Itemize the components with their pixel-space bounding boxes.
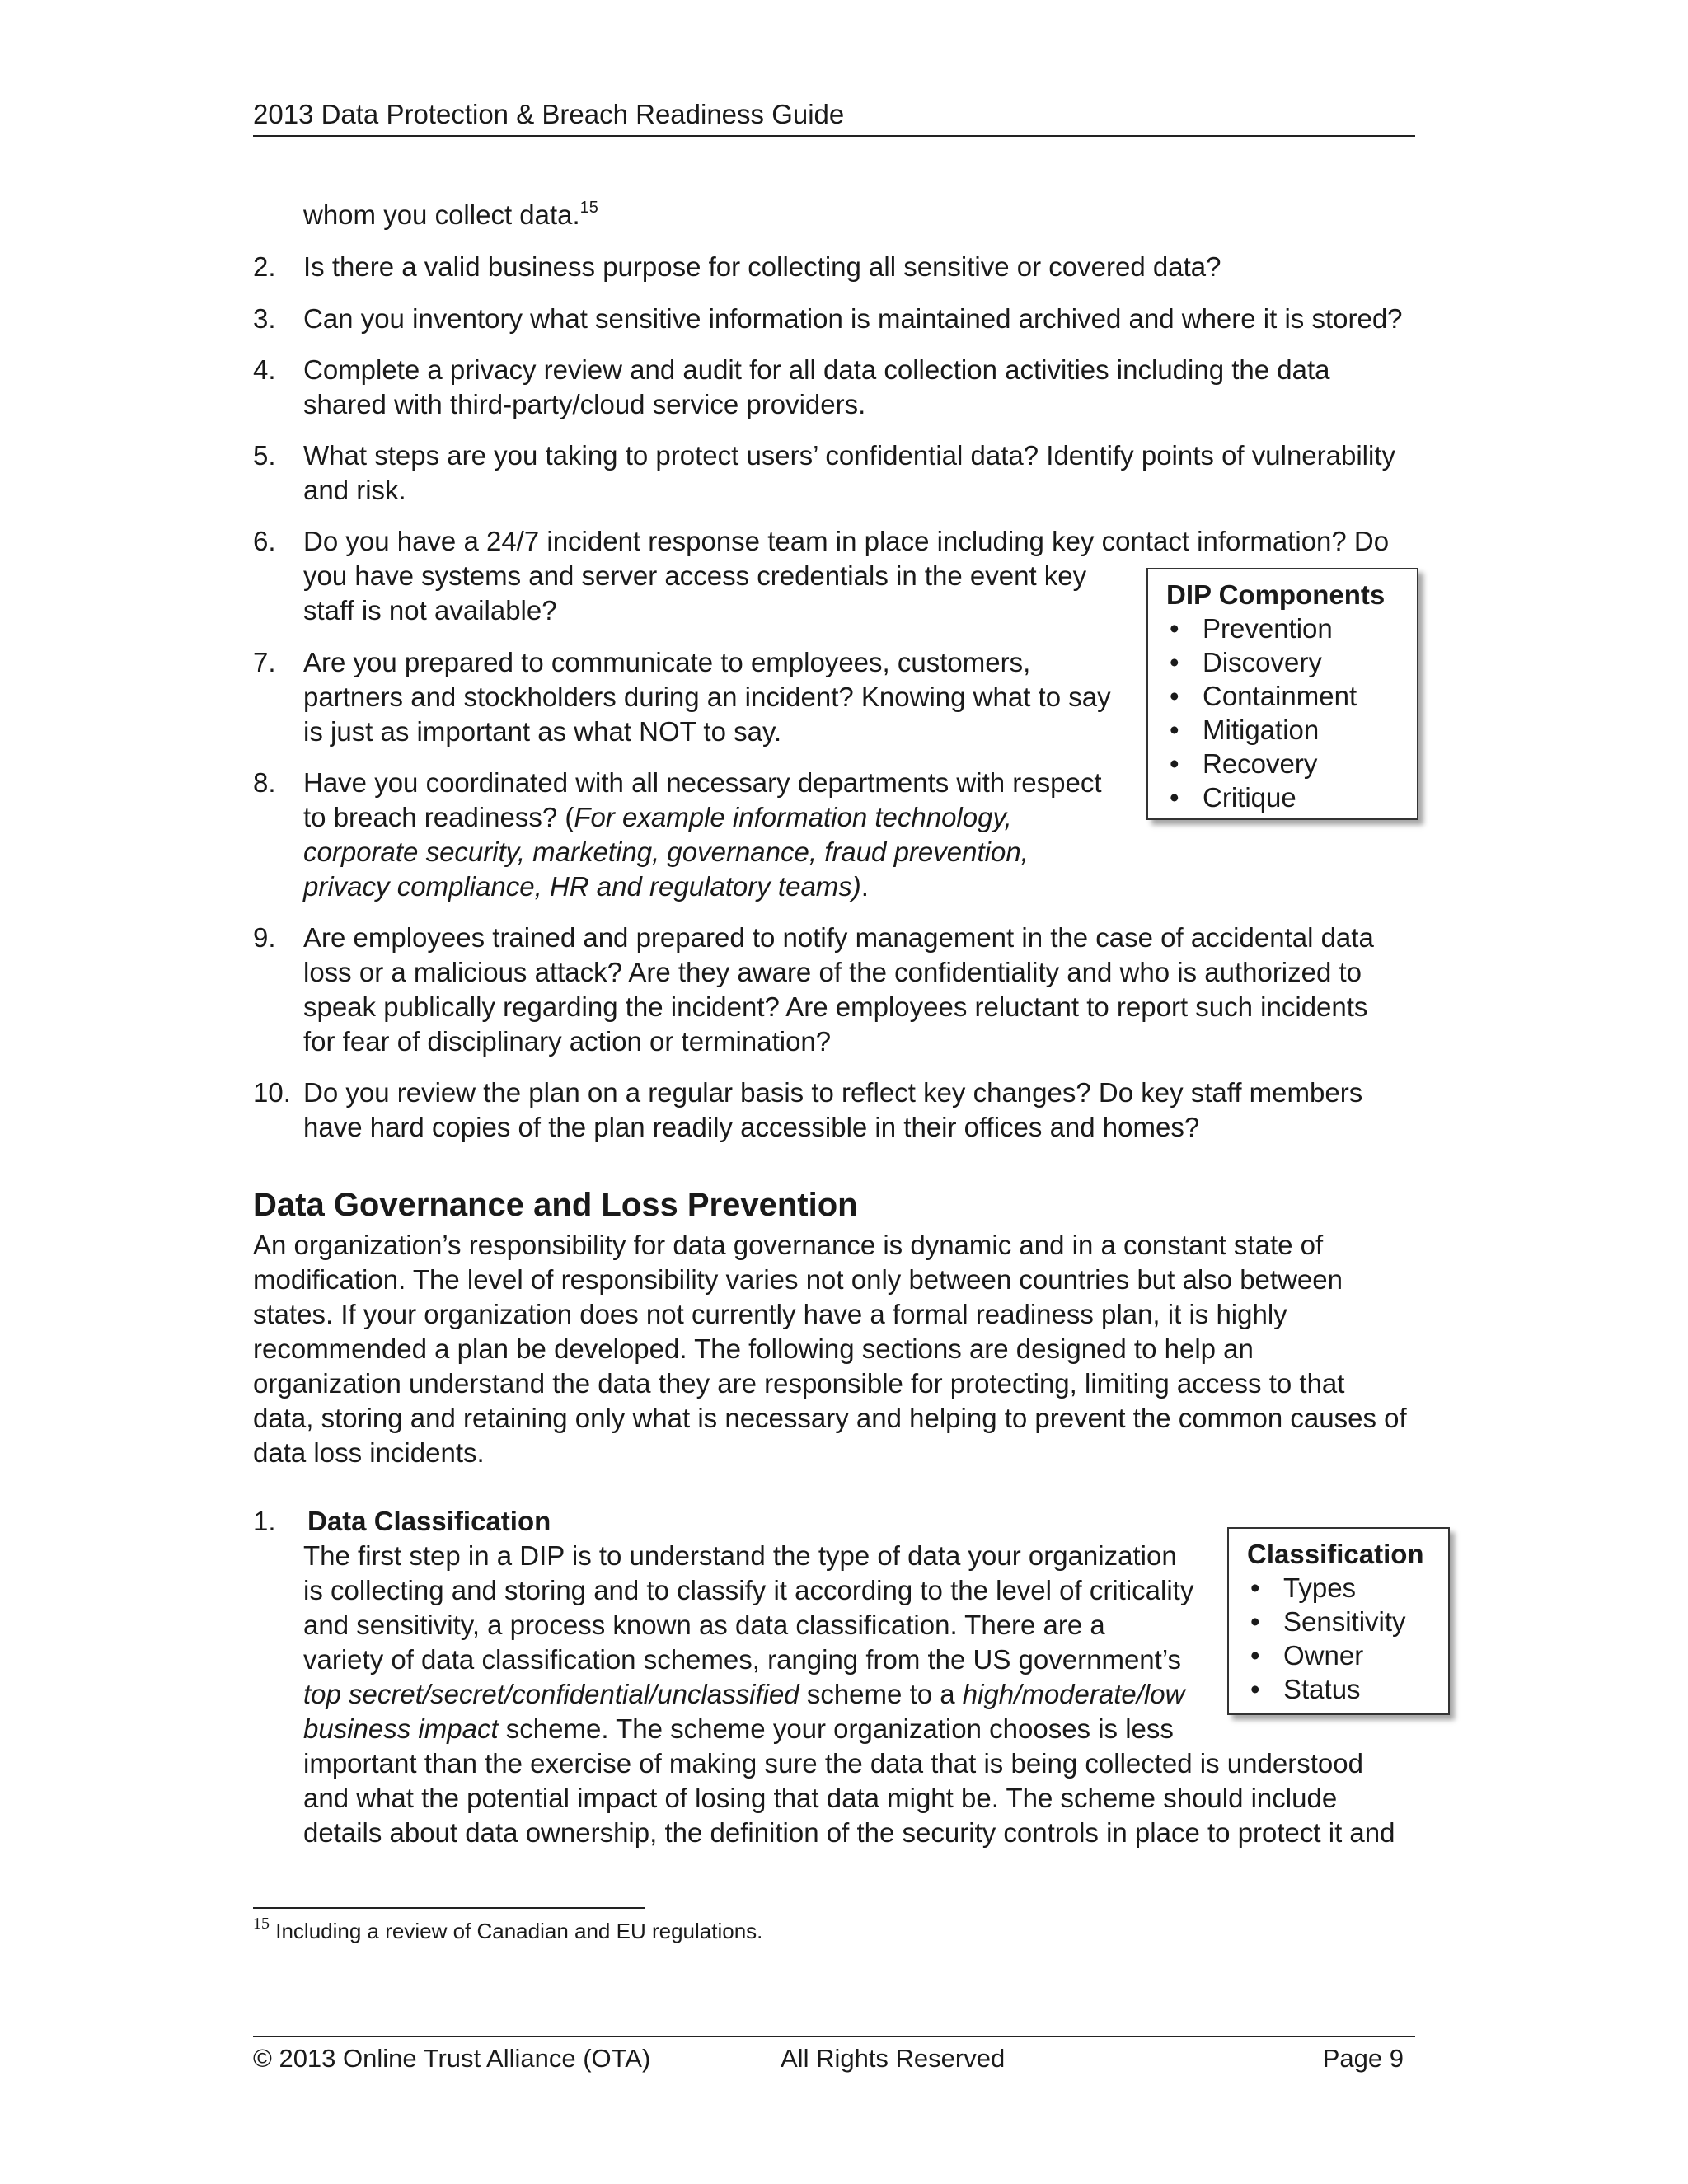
list-item: • Prevention bbox=[1166, 612, 1417, 645]
list-item: • Containment bbox=[1166, 679, 1417, 713]
paragraph-line: recommended a plan be developed. The following sections are designed to help an bbox=[253, 1333, 1254, 1364]
body-line: is collecting and storing and to classify it according to the level of criticality bbox=[303, 1575, 1194, 1605]
item-text: privacy compliance, HR and regulatory teams). bbox=[303, 871, 869, 902]
footer-rights: All Rights Reserved bbox=[781, 2044, 1006, 2073]
item-text: for fear of disciplinary action or termination? bbox=[303, 1026, 832, 1057]
footnote-number: 15 bbox=[253, 1915, 270, 1933]
body-line: important than the exercise of making sure the data that is being collected is understood bbox=[303, 1748, 1363, 1779]
running-header: 2013 Data Protection & Breach Readiness Guide bbox=[253, 97, 1415, 137]
item-text: you have systems and server access credentials in the event key bbox=[303, 560, 1087, 591]
item-number: 8. bbox=[253, 767, 276, 798]
item-number: 7. bbox=[253, 647, 276, 677]
footer-copyright: © 2013 Online Trust Alliance (OTA) bbox=[253, 2044, 651, 2073]
footnote-separator bbox=[253, 1907, 645, 1909]
body-line: variety of data classification schemes, ranging from the US government’s bbox=[303, 1644, 1182, 1675]
item-text: staff is not available? bbox=[303, 595, 557, 626]
item-number: 9. bbox=[253, 922, 276, 953]
item-text: Can you inventory what sensitive information is maintained archived and where it is stored? bbox=[303, 303, 1403, 334]
item-text: Do you have a 24/7 incident response team in place including key contact information? Do bbox=[303, 526, 1390, 556]
body-line: The first step in a DIP is to understand the type of data your organization bbox=[303, 1540, 1177, 1571]
list-item: • Status bbox=[1247, 1672, 1448, 1706]
paragraph-line: data, storing and retaining only what is necessary and helping to prevent the common causes of bbox=[253, 1403, 1407, 1433]
item-text: shared with third-party/cloud service providers. bbox=[303, 389, 866, 419]
item-text: to breach readiness? (For example information technology, bbox=[303, 802, 1012, 832]
classification-box-title: Classification bbox=[1247, 1539, 1424, 1569]
item-text: partners and stockholders during an incident? Knowing what to say bbox=[303, 682, 1111, 712]
list-item: • Recovery bbox=[1166, 747, 1417, 780]
item-number: 3. bbox=[253, 303, 276, 334]
list-item: • Mitigation bbox=[1166, 713, 1417, 747]
dip-components-title: DIP Components bbox=[1166, 579, 1386, 610]
paragraph-line: data loss incidents. bbox=[253, 1437, 485, 1468]
classification-box bbox=[1227, 1527, 1450, 1715]
body-line: business impact scheme. The scheme your organization chooses is less bbox=[303, 1713, 1174, 1744]
body-line: and what the potential impact of losing that data might be. The scheme should include bbox=[303, 1783, 1338, 1813]
item-number: 4. bbox=[253, 354, 276, 385]
footnote-ref: 15 bbox=[579, 199, 598, 217]
item-text: speak publically regarding the incident? Are employees reluctant to report such incidents bbox=[303, 991, 1368, 1022]
item-text: Complete a privacy review and audit for all data collection activities including the data bbox=[303, 354, 1330, 385]
paragraph-line: organization understand the data they are responsible for protecting, limiting access to that bbox=[253, 1368, 1345, 1399]
item-number: 6. bbox=[253, 526, 276, 556]
list-item: • Owner bbox=[1247, 1638, 1448, 1672]
paragraph-line: states. If your organization does not currently have a formal readiness plan, it is highly bbox=[253, 1299, 1287, 1329]
body-line: top secret/secret/confidential/unclassified scheme to a high/moderate/low bbox=[303, 1679, 1185, 1709]
item-number: 2. bbox=[253, 251, 276, 282]
item-text: Do you review the plan on a regular basis to reflect key changes? Do key staff members bbox=[303, 1077, 1363, 1108]
classification-list bbox=[1247, 1571, 1448, 1706]
item-number: 5. bbox=[253, 440, 276, 471]
section-heading: Data Governance and Loss Prevention bbox=[253, 1187, 858, 1223]
item-text: is just as important as what NOT to say. bbox=[303, 716, 782, 747]
list-item: • Critique bbox=[1166, 780, 1417, 814]
paragraph-line: modification. The level of responsibility varies not only between countries but also between bbox=[253, 1264, 1343, 1295]
dip-components-list bbox=[1166, 612, 1417, 814]
item-text: What steps are you taking to protect users’ confidential data? Identify points of vulnerability bbox=[303, 440, 1396, 471]
paragraph-line: An organization’s responsibility for data governance is dynamic and in a constant state of bbox=[253, 1230, 1324, 1260]
dip-components-box bbox=[1146, 568, 1418, 820]
item-text: Are you prepared to communicate to employees, customers, bbox=[303, 647, 1031, 677]
item-text: Have you coordinated with all necessary departments with respect bbox=[303, 767, 1102, 798]
item-number: 1. bbox=[253, 1506, 276, 1536]
footer-page-number: Page 9 bbox=[1322, 2044, 1404, 2073]
footnote-text: Including a review of Canadian and EU regulations. bbox=[275, 1919, 763, 1943]
item-number: 10. bbox=[253, 1077, 291, 1108]
item-text: corporate security, marketing, governance, fraud prevention, bbox=[303, 837, 1029, 867]
footnote bbox=[253, 1917, 762, 1947]
subsection-title: Data Classification bbox=[307, 1506, 551, 1536]
item-text: and risk. bbox=[303, 475, 406, 505]
item-text: Is there a valid business purpose for collecting all sensitive or covered data? bbox=[303, 251, 1221, 282]
item-text: loss or a malicious attack? Are they aware of the confidentiality and who is authorized to bbox=[303, 957, 1362, 987]
item-text: Are employees trained and prepared to notify management in the case of accidental data bbox=[303, 922, 1374, 953]
page-footer bbox=[253, 2036, 1415, 2073]
list-item: • Discovery bbox=[1166, 645, 1417, 679]
item-text: have hard copies of the plan readily accessible in their offices and homes? bbox=[303, 1112, 1200, 1142]
list-item: • Sensitivity bbox=[1247, 1605, 1448, 1638]
list-item: • Types bbox=[1247, 1571, 1448, 1605]
body-line: details about data ownership, the definition of the security controls in place to protect it and bbox=[303, 1817, 1395, 1848]
body-line: and sensitivity, a process known as data classification. There are a bbox=[303, 1610, 1105, 1640]
continuation-line: whom you collect data.$^{15}$ bbox=[303, 199, 598, 230]
